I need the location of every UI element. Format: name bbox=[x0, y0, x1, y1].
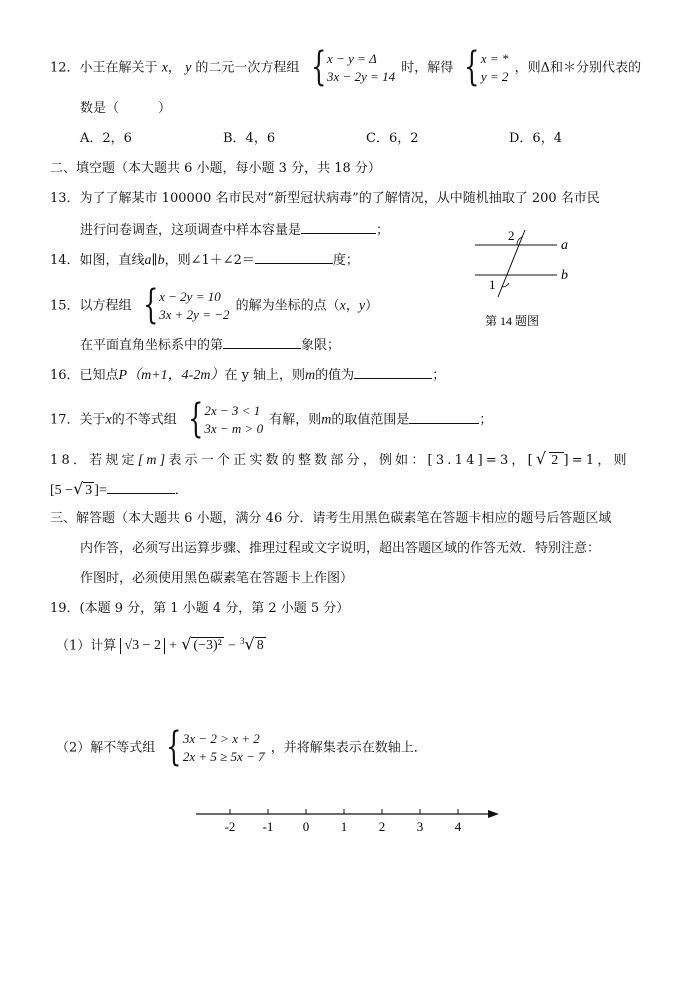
q16-end: ； bbox=[432, 368, 446, 383]
inequality: 3x − m > 0 bbox=[204, 421, 264, 436]
var-m: m bbox=[321, 412, 332, 428]
brace: { bbox=[464, 44, 480, 90]
q18-end: ． bbox=[174, 483, 188, 498]
axis-arrow bbox=[488, 810, 499, 818]
sqrt-sign: √ bbox=[181, 634, 192, 654]
label-2: 2 bbox=[508, 228, 515, 243]
answer-blank-15[interactable] bbox=[223, 335, 301, 349]
q18-text: 表示一个正实数的整数部分，例如：[3.14]=3，[ bbox=[168, 453, 536, 468]
radicand: 2 bbox=[551, 453, 562, 468]
equation: 3x + 2y = −2 bbox=[159, 307, 230, 322]
brace: { bbox=[188, 396, 204, 442]
cbrt-sign: √ bbox=[244, 634, 255, 654]
q17-suffix2: 的取值范围是 bbox=[331, 412, 410, 428]
var-x: x bbox=[339, 298, 346, 314]
parallel-symbol: ∥ bbox=[151, 253, 158, 268]
var-x: x bbox=[161, 60, 168, 76]
q17-end: ； bbox=[479, 412, 493, 428]
abs-value-expr: √3 − 2 bbox=[120, 638, 165, 654]
axis-tick-label: 1 bbox=[340, 819, 348, 834]
q17-line bbox=[50, 396, 656, 442]
equation: x − 2y = 10 bbox=[159, 289, 221, 304]
inequality: 3x − 2 > x + 2 bbox=[182, 731, 260, 746]
line-b: b bbox=[157, 253, 165, 268]
q12-line1 bbox=[50, 44, 656, 90]
q18-line2 bbox=[50, 480, 656, 500]
figure-caption: 第 14 题图 bbox=[485, 314, 540, 328]
q12-choices bbox=[80, 130, 656, 148]
var-x: x bbox=[105, 412, 112, 428]
answer-blank-17[interactable] bbox=[409, 410, 479, 424]
q19-p1-label: （1）计算 bbox=[56, 638, 117, 654]
var-m: m bbox=[305, 368, 316, 383]
axis-tick-label: 0 bbox=[302, 819, 310, 834]
sqrt-sign: √ bbox=[535, 449, 550, 468]
q14-prefix: 14．如图，直线 bbox=[50, 253, 145, 268]
brace: { bbox=[310, 44, 326, 90]
q12-suffix: ，则Δ和＊分别代表的 bbox=[514, 60, 641, 76]
q18-text: 18．若规定 bbox=[50, 453, 138, 468]
var-y: y bbox=[185, 60, 192, 76]
q12-mid: 的二元一次方程组 bbox=[195, 60, 300, 76]
q19-part1 bbox=[56, 632, 656, 655]
minus: − bbox=[227, 638, 236, 654]
inequality: 2x − 3 < 1 bbox=[204, 403, 261, 418]
point-p: P（m+1，4-2m） bbox=[118, 368, 225, 383]
q12-line2: 数是（ ） bbox=[80, 101, 172, 116]
axis-tick-label: -1 bbox=[262, 819, 274, 834]
sqrt-sign: √ bbox=[73, 479, 84, 498]
q15-prefix: 15．以方程组 bbox=[50, 298, 132, 314]
q18-expr: [5 − bbox=[50, 483, 74, 498]
bracket-m: [m] bbox=[137, 453, 169, 468]
q18-line1 bbox=[50, 450, 656, 470]
q15-text: 在平面直角坐标系中的第 bbox=[80, 338, 224, 353]
section-3-line2: 内作答，必须写出运算步骤、推理过程或文字说明，超出答题区域的作答无效．特别注意： bbox=[80, 541, 601, 556]
q16-mid: 在 y 轴上，则 bbox=[224, 368, 306, 383]
sep: ， bbox=[167, 60, 181, 76]
q18-expr: ]= bbox=[94, 483, 107, 498]
label-b: b bbox=[561, 268, 568, 283]
q15-line1 bbox=[50, 282, 656, 328]
equation: 3x − 2y = 14 bbox=[327, 69, 396, 84]
q18-text: ]=1，则 bbox=[563, 453, 630, 468]
label-a: a bbox=[561, 238, 568, 253]
choice-a[interactable]: A．2，6 bbox=[80, 131, 132, 146]
axis-tick-label: 2 bbox=[378, 819, 386, 834]
equation: x = * bbox=[480, 51, 509, 66]
choice-b[interactable]: B．4，6 bbox=[223, 131, 276, 146]
q12-prefix: 12．小王在解关于 bbox=[50, 60, 158, 76]
inequality: 2x + 5 ≥ 5x − 7 bbox=[182, 749, 265, 764]
root-index: 3 bbox=[240, 636, 245, 646]
brace: { bbox=[166, 724, 182, 770]
q15-end: 象限； bbox=[301, 338, 341, 353]
q19-p2-suffix: ，并将解集表示在数轴上． bbox=[270, 740, 427, 756]
q16-prefix: 16．已知点 bbox=[50, 368, 119, 383]
choice-d[interactable]: D．6，4 bbox=[509, 131, 562, 146]
answer-blank-13[interactable] bbox=[301, 220, 376, 234]
q14-mid: ，则∠1＋∠2＝ bbox=[164, 253, 255, 268]
q15-suffix: 的解为坐标的点（ bbox=[235, 298, 340, 314]
equation: x − y = Δ bbox=[327, 51, 377, 66]
radicand: (−3)² bbox=[193, 638, 222, 654]
q14-end: 度； bbox=[332, 253, 359, 268]
comma: ， bbox=[345, 298, 359, 314]
axis-tick-label: -2 bbox=[224, 819, 236, 834]
section-2-heading: 二、填空题（本大题共 6 小题，每小题 3 分，共 18 分） bbox=[50, 161, 381, 176]
q17-prefix: 17．关于 bbox=[50, 412, 106, 428]
q15-system bbox=[138, 282, 230, 328]
radicand: 3 bbox=[85, 483, 93, 498]
radicand: 8 bbox=[256, 638, 264, 654]
answer-blank-14[interactable] bbox=[255, 250, 333, 264]
q15-line2 bbox=[80, 335, 656, 355]
line-a: a bbox=[144, 253, 152, 268]
brace: { bbox=[142, 282, 159, 328]
section-3-line3: 作图时，必须使用黑色碳素笔在答题卡上作图） bbox=[80, 571, 354, 586]
q19-header: 19．(本题 9 分，第 1 小题 4 分，第 2 小题 5 分） bbox=[50, 601, 350, 616]
q16-suffix: 的值为 bbox=[315, 368, 355, 383]
choice-c[interactable]: C．6，2 bbox=[366, 131, 419, 146]
plus: + bbox=[169, 638, 178, 654]
q12-system-1 bbox=[306, 44, 396, 90]
answer-blank-18[interactable] bbox=[107, 480, 175, 494]
section-3-line1: 三、解答题（本大题共 6 小题，满分 46 分．请考生用黑色碳素笔在答题卡相应的题号后答题区域 bbox=[50, 511, 612, 526]
q12-when: 时，解得 bbox=[401, 60, 454, 76]
q12-system-2 bbox=[459, 44, 509, 90]
var-y: y bbox=[358, 298, 366, 314]
number-line[interactable] bbox=[190, 800, 510, 845]
q19-part2 bbox=[56, 724, 656, 770]
q16-line bbox=[50, 365, 656, 385]
label-1: 1 bbox=[489, 277, 496, 292]
answer-blank-16[interactable] bbox=[354, 365, 432, 379]
q13-text: 进行问卷调查，这项调查中样本容量是 bbox=[80, 223, 302, 238]
q13-line1: 13．为了了解某市 100000 名市民对“新型冠状病毒”的了解情况，从中随机抽取了 200 名市民 bbox=[50, 191, 600, 206]
q19-system bbox=[161, 724, 265, 770]
axis-tick-label: 3 bbox=[416, 819, 424, 834]
q17-mid: 的不等式组 bbox=[111, 412, 177, 428]
equation: y = 2 bbox=[480, 69, 509, 84]
q17-system bbox=[183, 396, 264, 442]
q13-end: ； bbox=[376, 223, 390, 238]
q19-p2-label: （2）解不等式组 bbox=[56, 740, 156, 756]
close-paren: ） bbox=[365, 298, 379, 314]
q17-suffix1: 有解，则 bbox=[269, 412, 322, 428]
axis-tick-label: 4 bbox=[454, 819, 462, 834]
